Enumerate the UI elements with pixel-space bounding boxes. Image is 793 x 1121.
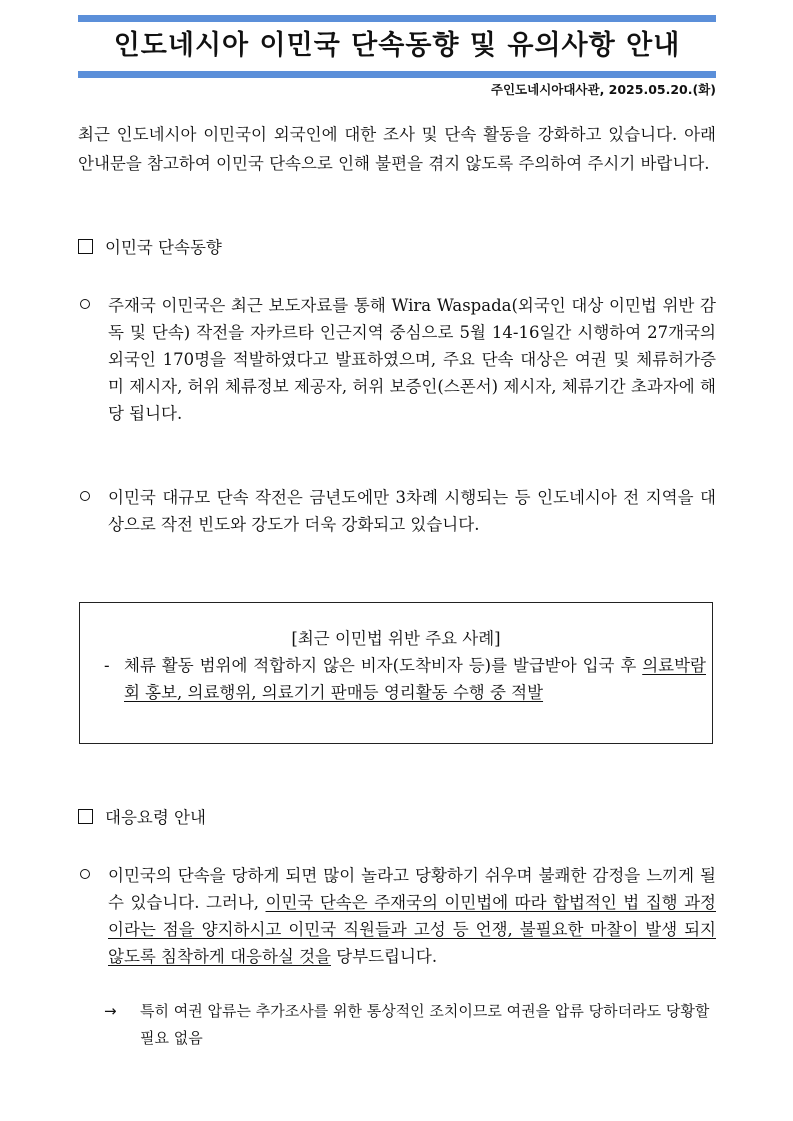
case-box-title: [최근 이민법 위반 주요 사례] bbox=[291, 629, 501, 648]
arrow-note-text: 특히 여권 압류는 추가조사를 위한 통상적인 조치이므로 여권을 압류 당하더라도 당황할 필요 없음 bbox=[140, 1002, 710, 1047]
bullet-text-plain: 이민국의 단속을 당하게 되면 많이 놀라고 당황하기 쉬우며 불쾌한 감정을 느끼게 될 수 있습니다. 그러나, bbox=[108, 866, 716, 912]
bullet-text: 이민국 대규모 단속 작전은 금년도에만 3차례 시행되는 등 인도네시아 전 지역을 대상으로 작전 빈도와 강도가 더욱 강화되고 있습니다. bbox=[108, 488, 716, 534]
bullet-text: 주재국 이민국은 최근 보도자료를 통해 Wira Waspada(외국인 대상 이민법 위반 감독 및 단속) 작전을 자카르타 인근지역 중심으로 5월 14-16일간 시행하여 27개국의 외국인 170명을 적발하였다고 발표하였으며, 주요 단속 대상은 여권 및 체류허가증 미 제시자, 허위 체류정보 제공자, 허위 보증인(스폰서) 제시자, 체류기간 초과자에 해당 됩니다. bbox=[108, 296, 716, 423]
dateline: 주인도네시아대사관, 2025.05.20.(화) bbox=[490, 82, 716, 97]
page-title: 인도네시아 이민국 단속동향 및 유의사항 안내 bbox=[113, 30, 681, 61]
bullet-text-underlined: 이민국 단속은 주재국의 이민법에 따라 합법적인 법 집행 과정이라는 점을 양지하시고 이민국 직원들과 고성 등 언쟁, 불필요한 마찰이 발생 되지 않도록 침착하게 대응하실 것을 bbox=[108, 893, 716, 966]
violation-case-box bbox=[79, 602, 713, 744]
section-heading-response bbox=[78, 806, 206, 830]
case-text bbox=[124, 652, 706, 706]
case-text-underlined: 의료박람회 홍보, 의료행위, 의료기기 판매등 영리활동 수행 중 적발 bbox=[124, 656, 706, 702]
intro-paragraph: 최근 인도네시아 이민국이 외국인에 대한 조사 및 단속 활동을 강화하고 있습니다. 아래 안내문을 참고하여 이민국 단속으로 인해 불편을 겪지 않도록 주의하여 주시기 바랍니다. bbox=[78, 125, 716, 173]
circle-bullet-icon bbox=[80, 491, 90, 501]
arrow-note bbox=[104, 998, 718, 1052]
case-text-plain: 체류 활동 범위에 적합하지 않은 비자(도착비자 등)를 발급받아 입국 후 bbox=[124, 656, 643, 675]
circle-bullet-icon bbox=[80, 869, 90, 879]
list-item bbox=[78, 292, 716, 427]
circle-bullet-icon bbox=[80, 299, 90, 309]
right-arrow-icon: → bbox=[104, 1002, 117, 1020]
case-dash: - bbox=[104, 656, 110, 675]
title-top-rule bbox=[78, 15, 716, 22]
section-heading-label: 대응요령 안내 bbox=[105, 808, 206, 827]
bullet-text bbox=[108, 862, 716, 970]
title-bottom-rule bbox=[78, 71, 716, 78]
list-item bbox=[78, 484, 716, 538]
section-heading-label: 이민국 단속동향 bbox=[105, 238, 222, 257]
checkbox-square-icon bbox=[78, 239, 93, 254]
section-heading-enforcement bbox=[78, 236, 222, 260]
bullet-text-tail: 당부드립니다. bbox=[330, 947, 438, 966]
checkbox-square-icon bbox=[78, 809, 93, 824]
list-item bbox=[78, 862, 716, 970]
